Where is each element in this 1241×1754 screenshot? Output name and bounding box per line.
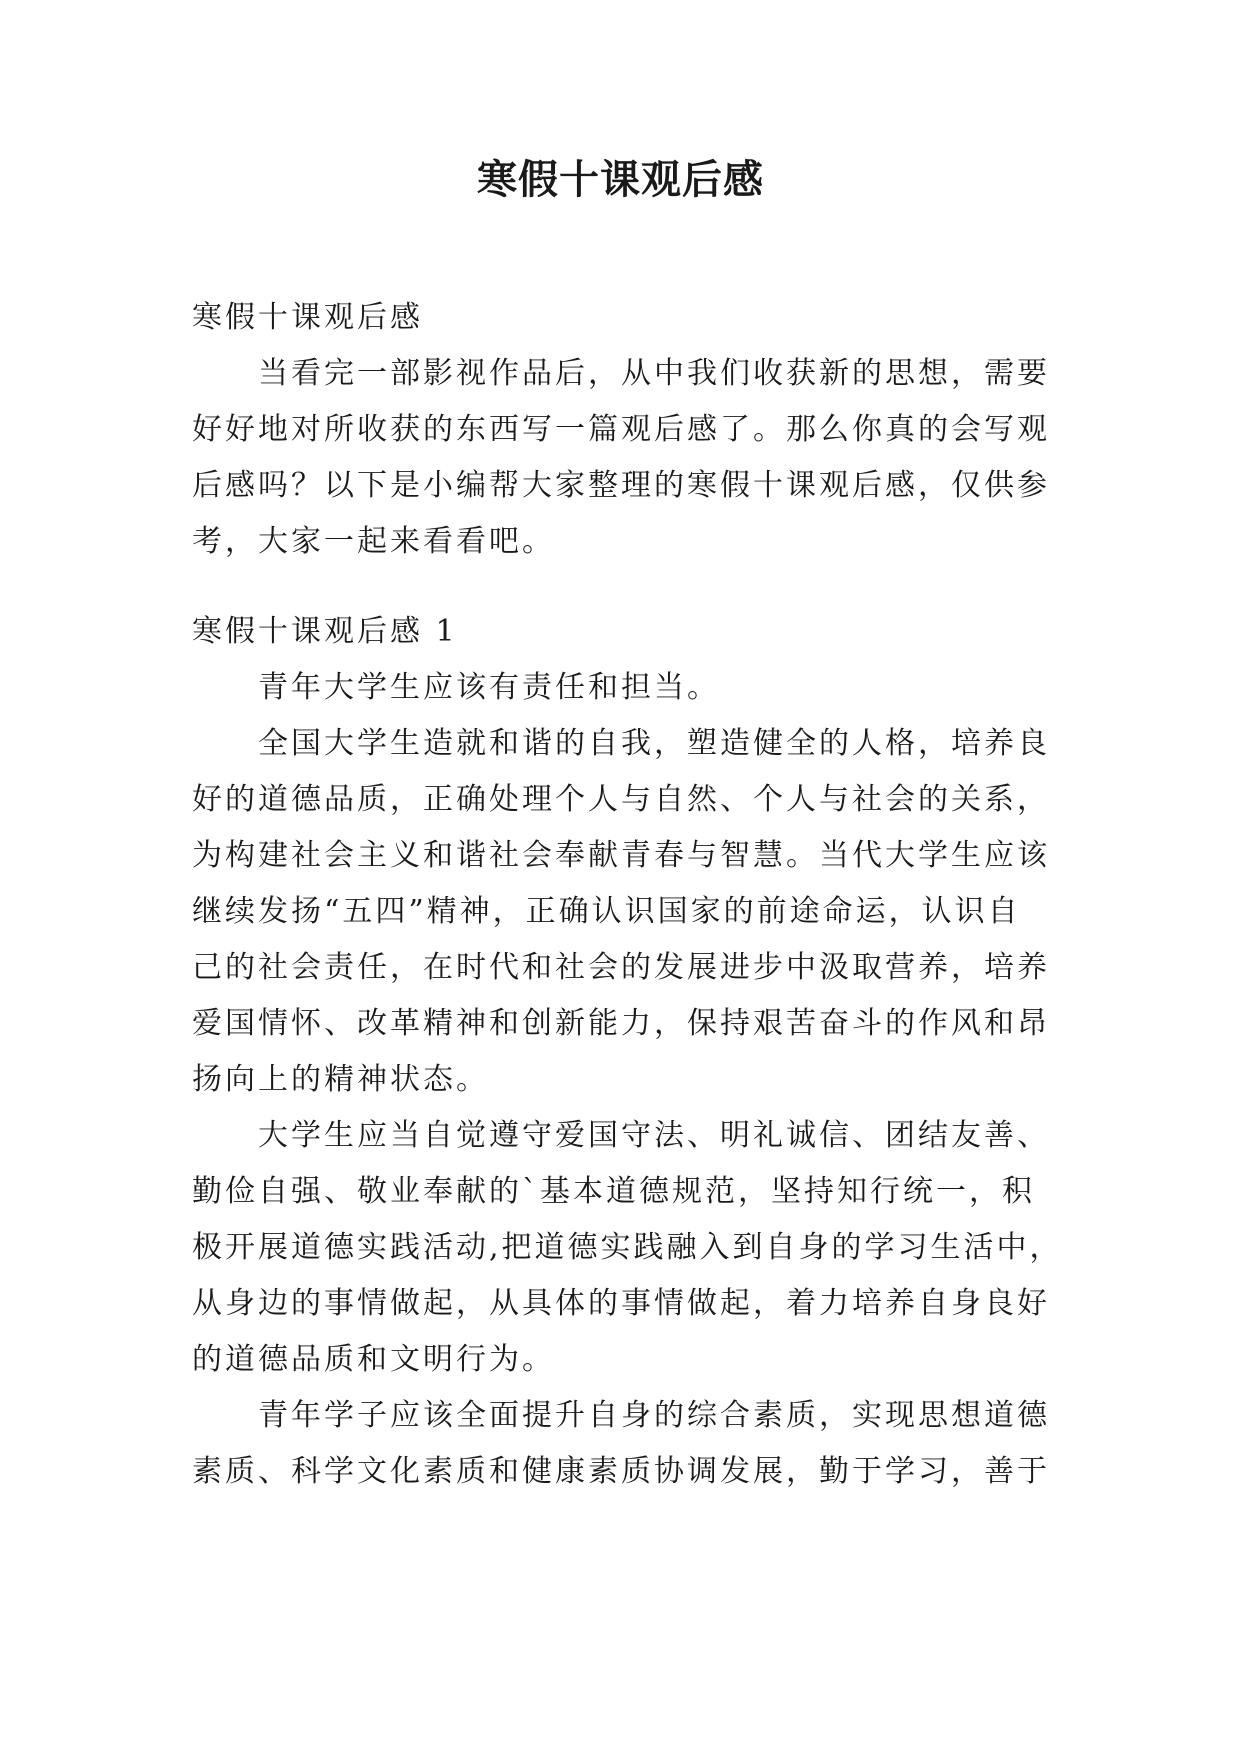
paragraph-line: 爱国情怀、改革精神和创新能力，保持艰苦奋斗的作风和昂 — [192, 1006, 1050, 1041]
paragraph-line: 大学生应当自觉遵守爱国守法、明礼诚信、团结友善、 — [258, 1118, 1050, 1153]
paragraph-line: 从身边的事情做起，从具体的事情做起，着力培养自身良好 — [192, 1286, 1050, 1321]
section-heading: 寒假十课观后感 1 — [192, 614, 458, 649]
document-body — [192, 290, 1063, 1500]
paragraph-line: 青年大学生应该有责任和担当。 — [258, 670, 720, 705]
section-gap — [192, 570, 1052, 604]
paragraph-line: 全国大学生造就和谐的自我，塑造健全的人格，培养良 — [258, 726, 1050, 761]
paragraph-line: 极开展道德实践活动,把道德实践融入到自身的学习生活中， — [192, 1230, 1063, 1265]
paragraph-line: 青年学子应该全面提升自身的综合素质，实现思想道德 — [258, 1398, 1050, 1433]
paragraph-line: 素质、科学文化素质和健康素质协调发展，勤于学习，善于 — [192, 1454, 1050, 1489]
paragraph-line: 的道德品质和文明行为。 — [192, 1342, 555, 1377]
paragraph-line: 己的社会责任，在时代和社会的发展进步中汲取营养，培养 — [192, 950, 1050, 985]
paragraph-line: 为构建社会主义和谐社会奉献青春与智慧。当代大学生应该 — [192, 838, 1050, 873]
paragraph-line: 继续发扬“五四”精神，正确认识国家的前途命运，认识自 — [192, 894, 1021, 929]
paragraph-line: 好好地对所收获的东西写一篇观后感了。那么你真的会写观 — [192, 412, 1050, 447]
paragraph-line: 后感吗？以下是小编帮大家整理的寒假十课观后感，仅供参 — [192, 468, 1050, 503]
paragraph-line: 扬向上的精神状态。 — [192, 1062, 489, 1097]
document-title: 寒假十课观后感 — [477, 156, 764, 203]
section-heading: 寒假十课观后感 — [192, 300, 423, 335]
paragraph-line: 勤俭自强、敬业奉献的`基本道德规范，坚持知行统一，积 — [192, 1174, 1035, 1209]
paragraph-line: 当看完一部影视作品后，从中我们收获新的思想，需要 — [258, 356, 1050, 391]
paragraph-line: 好的道德品质，正确处理个人与自然、个人与社会的关系， — [192, 782, 1050, 817]
paragraph-line: 考，大家一起来看看吧。 — [192, 524, 555, 559]
